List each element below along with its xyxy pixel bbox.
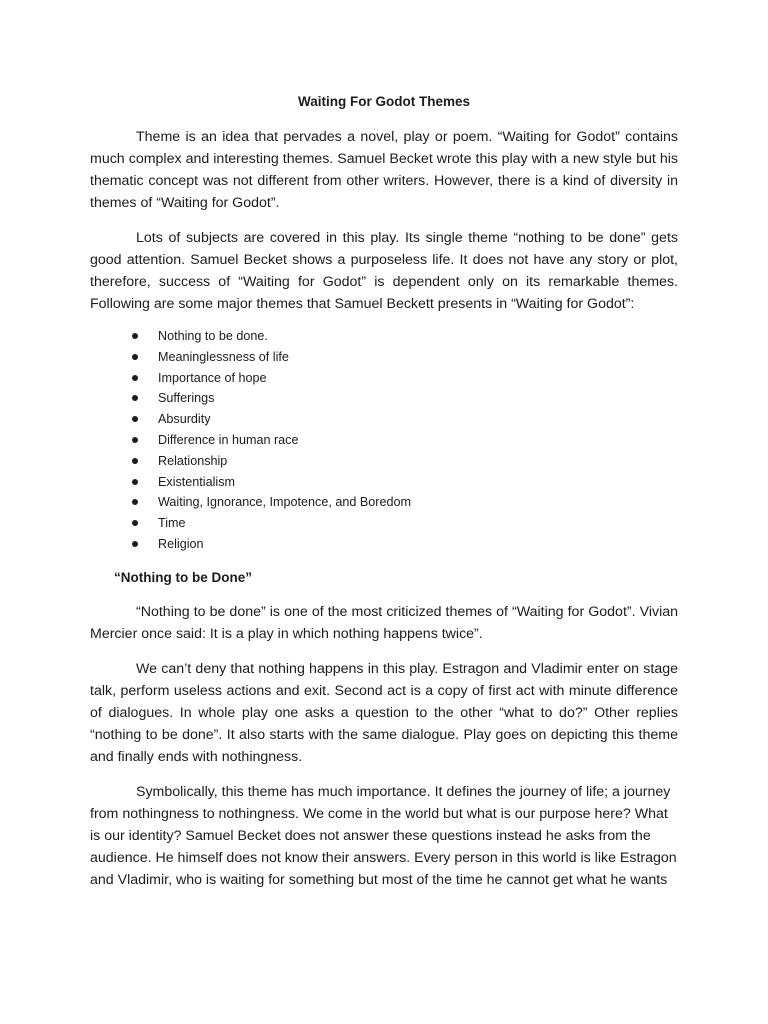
bullet-icon (132, 520, 138, 526)
list-item (90, 492, 411, 513)
theme-label: Sufferings (158, 391, 215, 406)
page-title: Waiting For Godot Themes (298, 94, 470, 109)
section-paragraph-1: “Nothing to be done” is one of the most criticized themes of “Waiting for Godot”. Vivian Mercier once said: It is a play in which nothing happens twice”. (90, 604, 678, 642)
theme-label: Absurdity (158, 412, 211, 427)
bullet-icon (132, 375, 138, 381)
bullet-icon (132, 354, 138, 360)
list-item (90, 326, 411, 347)
bullet-icon (132, 416, 138, 422)
bullet-icon (132, 541, 138, 547)
section-paragraph-2: We can’t deny that nothing happens in this play. Estragon and Vladimir enter on stage talk, perform useless actions and exit. Second act is a copy of first act with minute difference of dialogues. In whole play one asks a question to the other “what to do?” Other replies “nothing to be done”. It also starts with the same dialogue. Play goes on depicting this theme and finally ends with nothingness. (90, 661, 678, 765)
list-item (90, 409, 411, 430)
bullet-icon (132, 479, 138, 485)
list-item (90, 388, 411, 409)
list-item (90, 430, 411, 451)
bullet-icon (132, 458, 138, 464)
theme-label: Meaninglessness of life (158, 349, 289, 364)
list-item (90, 513, 411, 534)
intro-paragraph-2: Lots of subjects are covered in this play. Its single theme “nothing to be done” gets good attention. Samuel Becket shows a purposeless life. It does not have any story or plot, therefore, success of “Waiting for Godot” is dependent only on its remarkable themes. Following are some major themes that Samuel Beckett presents in “Waiting for Godot”: (90, 230, 678, 312)
bullet-icon (132, 333, 138, 339)
theme-label: Waiting, Ignorance, Impotence, and Boredom (158, 495, 411, 510)
theme-label: Nothing to be done. (158, 329, 268, 343)
bullet-icon (132, 499, 138, 505)
list-item (90, 368, 411, 389)
intro-paragraph-1: Theme is an idea that pervades a novel, play or poem. “Waiting for Godot” contains much complex and interesting themes. Samuel Becket wrote this play with a new style but his thematic concept was not different from other writers. However, there is a kind of diversity in themes of “Waiting for Godot”. (90, 129, 678, 211)
themes-list (90, 326, 411, 555)
section-paragraph-3: Symbolically, this theme has much importance. It defines the journey of life; a journey from nothingness to nothingness. We come in the world but what is our purpose here? What is our identity? Samuel Becket does not answer these questions instead he asks from the audience. He himself does not know their answers. Every person in this world is like Estragon and Vladimir, who is waiting for something but most of the time he cannot get what he wants (90, 784, 677, 888)
theme-label: Difference in human race (158, 432, 299, 447)
theme-label: Importance of hope (158, 370, 267, 385)
list-item (90, 347, 411, 368)
theme-label: Time (158, 516, 186, 531)
theme-label: Relationship (158, 453, 228, 468)
list-item (90, 451, 411, 472)
list-item (90, 472, 411, 493)
bullet-icon (132, 395, 138, 401)
bullet-icon (132, 437, 138, 443)
theme-label: Religion (158, 536, 204, 551)
list-item (90, 534, 411, 555)
theme-label: Existentialism (158, 474, 235, 489)
section-heading: “Nothing to be Done” (114, 570, 252, 585)
